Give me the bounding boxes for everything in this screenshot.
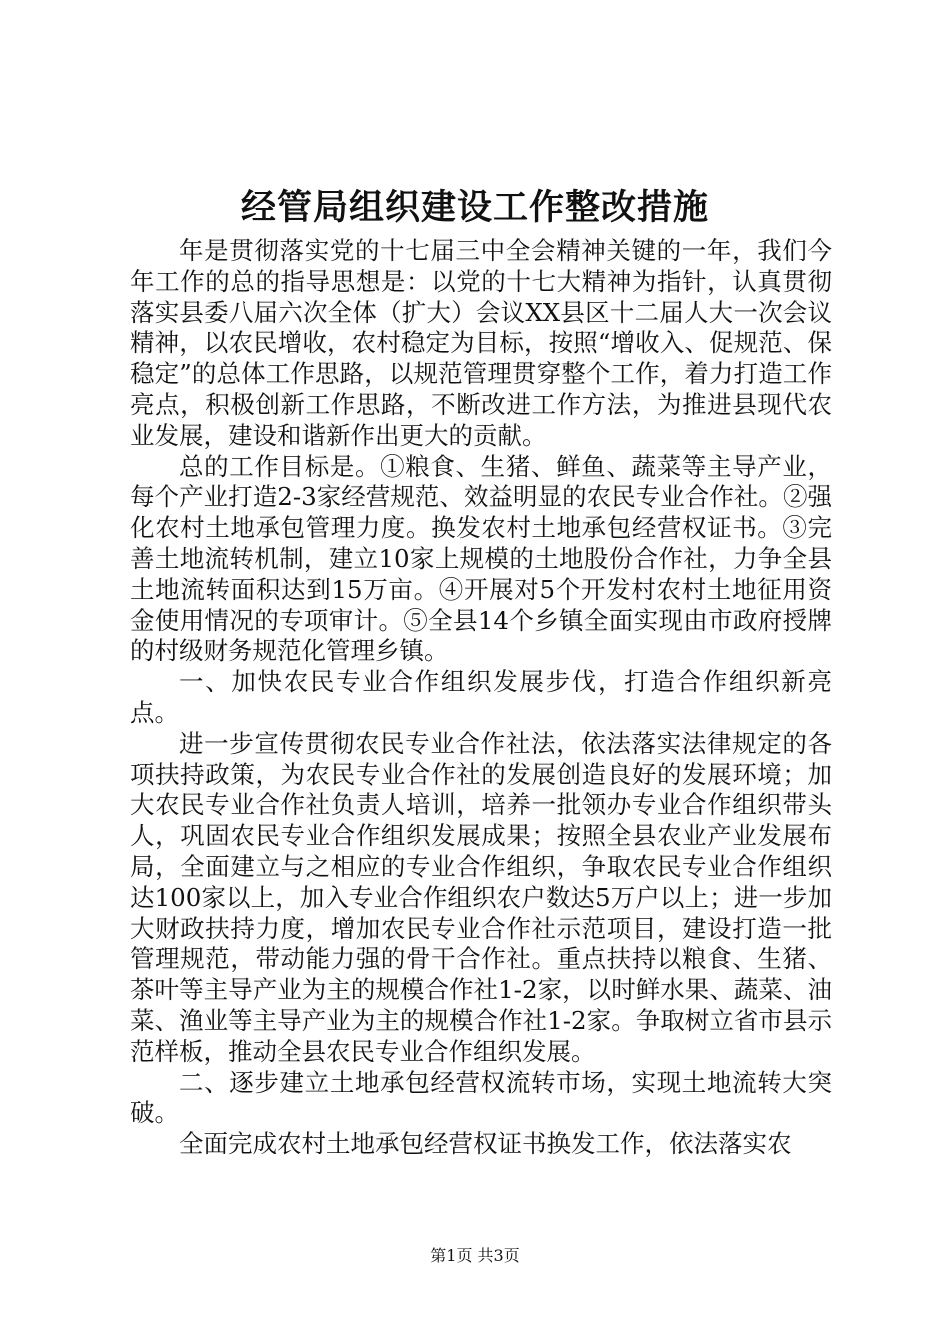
document-body xyxy=(130,236,832,1160)
paragraph-land-transfer: 全面完成农村土地承包经营权证书换发工作，依法落实农 xyxy=(179,1129,792,1159)
paragraph-guiding-thought: 年是贯彻落实党的十七届三中全会精神关键的一年，我们今年工作的总的指导思想是：以党的十七大精神为指针，认真贯彻落实县委八届六次全体（扩大）会议XX县区十二届人大一次会议精神，以农民增收，农村稳定为目标，按照“增收入、促规范、保稳定”的总体工作思路，以规范管理贯穿整个工作，着力打造工作亮点，积极创新工作思路，不断改进工作方法，为推进县现代农业发展，建设和谐新作出更大的贡献。 xyxy=(130,236,832,450)
paragraph-work-goals: 总的工作目标是。①粮食、生猪、鲜鱼、蔬菜等主导产业，每个产业打造2-3家经营规范、效益明显的农民专业合作社。②强化农村土地承包管理力度。换发农村土地承包经营权证书。③完善土地流转机制，建立10家上规模的土地股份合作社，力争全县土地流转面积达到15万亩。④开展对5个开发村农村土地征用资金使用情况的专项审计。⑤全县14个乡镇全面实现由市政府授牌的村级财务规范化管理乡镇。 xyxy=(130,451,832,666)
paragraph-cooperatives: 进一步宣传贯彻农民专业合作社法，依法落实法律规定的各项扶持政策，为农民专业合作社的发展创造良好的发展环境；加大农民专业合作社负责人培训，培养一批领办专业合作组织带头人，巩固农民专业合作组织发展成果；按照全县农业产业发展布局，全面建立与之相应的专业合作组织，争取农民专业合作组织达100家以上，加入专业合作组织农户数达5万户以上；进一步加大财政扶持力度，增加农民专业合作社示范项目，建设打造一批管理规范，带动能力强的骨干合作社。重点扶持以粮食、生猪、茶叶等主导产业为主的规模合作社1-2家，以时鲜水果、蔬菜、油菜、渔业等主导产业为主的规模合作社1-2家。争取树立省市县示范样板，推动全县农民专业合作组织发展。 xyxy=(130,728,832,1066)
page-footer: 第1页 共3页 xyxy=(430,1246,520,1265)
section-heading-2: 二、逐步建立土地承包经营权流转市场，实现土地流转大突破。 xyxy=(130,1067,832,1128)
section-heading-1: 一、加快农民专业合作组织发展步伐，打造合作组织新亮点。 xyxy=(130,667,832,727)
document-title: 经管局组织建设工作整改措施 xyxy=(240,187,709,228)
